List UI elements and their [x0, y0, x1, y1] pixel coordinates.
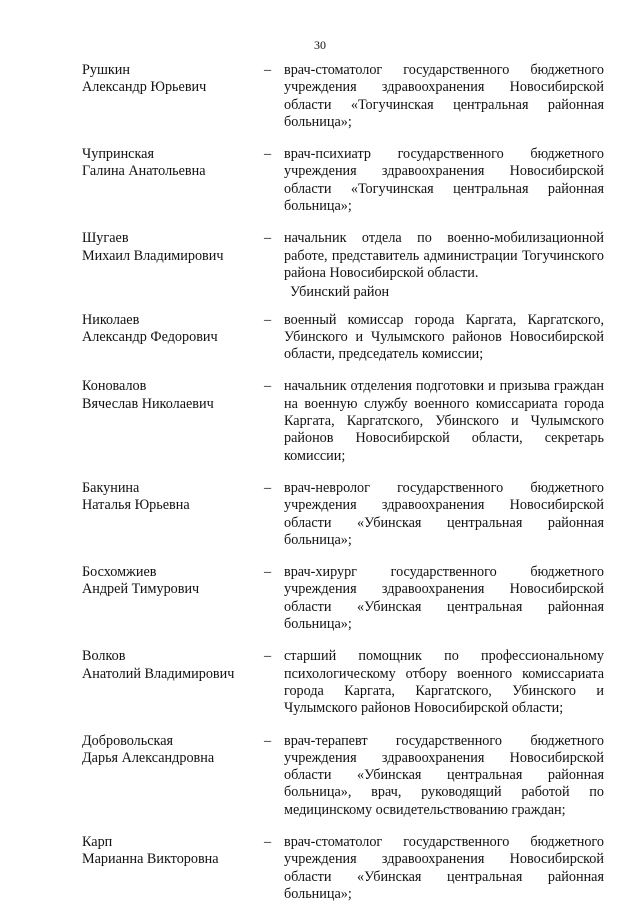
member-position: врач-невролог государственного бюджетного учреждения здравоохранения Новосибирской области «Убинская центральная районная больница»; — [284, 479, 604, 548]
member-surname: Рушкин — [82, 62, 130, 78]
member-given-name: Михаил Владимирович — [82, 247, 224, 264]
member-position: военный комиссар города Каргата, Каргатского, Убинского и Чулымского районов Новосибирской области, председатель комиссии; — [284, 311, 604, 363]
member-given-name: Галина Анатольевна — [82, 163, 206, 180]
list-item — [82, 480, 604, 549]
member-position: врач-хирург государственного бюджетного учреждения здравоохранения Новосибирской области «Убинская центральная районная больница»; — [284, 564, 604, 633]
dash-separator: – — [264, 230, 272, 247]
member-position: старший помощник по профессиональному психологическому отбору военного комиссариата города Каргата, Каргатского, Убинского и Чулымского районов Новосибирской области; — [284, 648, 604, 717]
member-position: врач-психиатр государственного бюджетного учреждения здравоохранения Новосибирской области «Тогучинская центральная районная больница»; — [284, 146, 604, 215]
dash-separator: – — [264, 648, 272, 665]
dash-separator: – — [264, 833, 272, 850]
list-item — [82, 62, 604, 131]
page-number: 30 — [314, 38, 326, 52]
member-surname: Чупринская — [82, 146, 154, 163]
member-given-name: Александр Юрьевич — [82, 79, 207, 96]
list-item — [82, 378, 604, 464]
member-name — [82, 312, 262, 347]
member-surname: Босхомжиев — [82, 564, 157, 581]
member-surname: Добровольская — [82, 732, 174, 749]
member-given-name: Вячеслав Николаевич — [82, 395, 214, 412]
member-given-name: Наталья Юрьевна — [82, 497, 190, 514]
member-surname: Коновалов — [82, 378, 147, 395]
member-given-name: Марианна Викторовна — [82, 851, 219, 868]
list-item — [82, 834, 604, 903]
section-heading: Убинский район — [290, 284, 390, 301]
list-item — [82, 648, 604, 717]
dash-separator: – — [264, 564, 272, 581]
member-name — [82, 564, 262, 599]
member-position: начальник отделения подготовки и призыва граждан на военную службу военного комиссариата города Каргата, Каргатского, Убинского и Чулымского районов Новосибирской области, секретарь комиссии; — [284, 378, 604, 464]
member-surname: Шугаев — [82, 230, 129, 247]
member-name — [82, 146, 262, 181]
member-position: врач-терапевт государственного бюджетного учреждения здравоохранения Новосибирской области «Убинская центральная районная больница», врач, руководящий работой по медицинскому освидетельствованию граждан; — [284, 732, 604, 818]
member-position: врач-стоматолог государственного бюджетного учреждения здравоохранения Новосибирской области «Тогучинская центральная районная больница»; — [284, 62, 604, 130]
list-item — [82, 564, 604, 633]
member-name — [82, 733, 262, 768]
member-given-name: Александр Федорович — [82, 328, 218, 345]
member-name — [82, 378, 262, 413]
dash-separator: – — [264, 311, 272, 328]
member-name — [82, 230, 262, 265]
member-surname: Бакунина — [82, 479, 140, 496]
list-item — [82, 146, 604, 215]
member-given-name: Анатолий Владимирович — [82, 665, 235, 682]
member-surname: Николаев — [82, 311, 140, 328]
dash-separator: – — [264, 479, 272, 496]
dash-separator: – — [264, 146, 272, 163]
member-position: врач-стоматолог государственного бюджетного учреждения здравоохранения Новосибирской области «Убинская центральная районная больница»; — [284, 833, 604, 902]
member-given-name: Андрей Тимурович — [82, 581, 200, 598]
list-item — [82, 312, 604, 364]
list-item — [82, 733, 604, 819]
member-name — [82, 834, 262, 869]
member-name — [82, 62, 262, 97]
dash-separator: – — [264, 62, 272, 78]
dash-separator: – — [264, 732, 272, 749]
member-position: начальник отдела по военно-мобилизационной работе, представитель администрации Тогучинского района Новосибирской области. — [284, 230, 604, 281]
list-item — [82, 230, 604, 282]
commission-list — [82, 62, 604, 918]
member-surname: Карп — [82, 833, 113, 850]
dash-separator: – — [264, 378, 272, 395]
member-given-name: Дарья Александровна — [82, 749, 215, 766]
member-surname: Волков — [82, 648, 126, 665]
member-name — [82, 480, 262, 515]
member-name — [82, 648, 262, 683]
